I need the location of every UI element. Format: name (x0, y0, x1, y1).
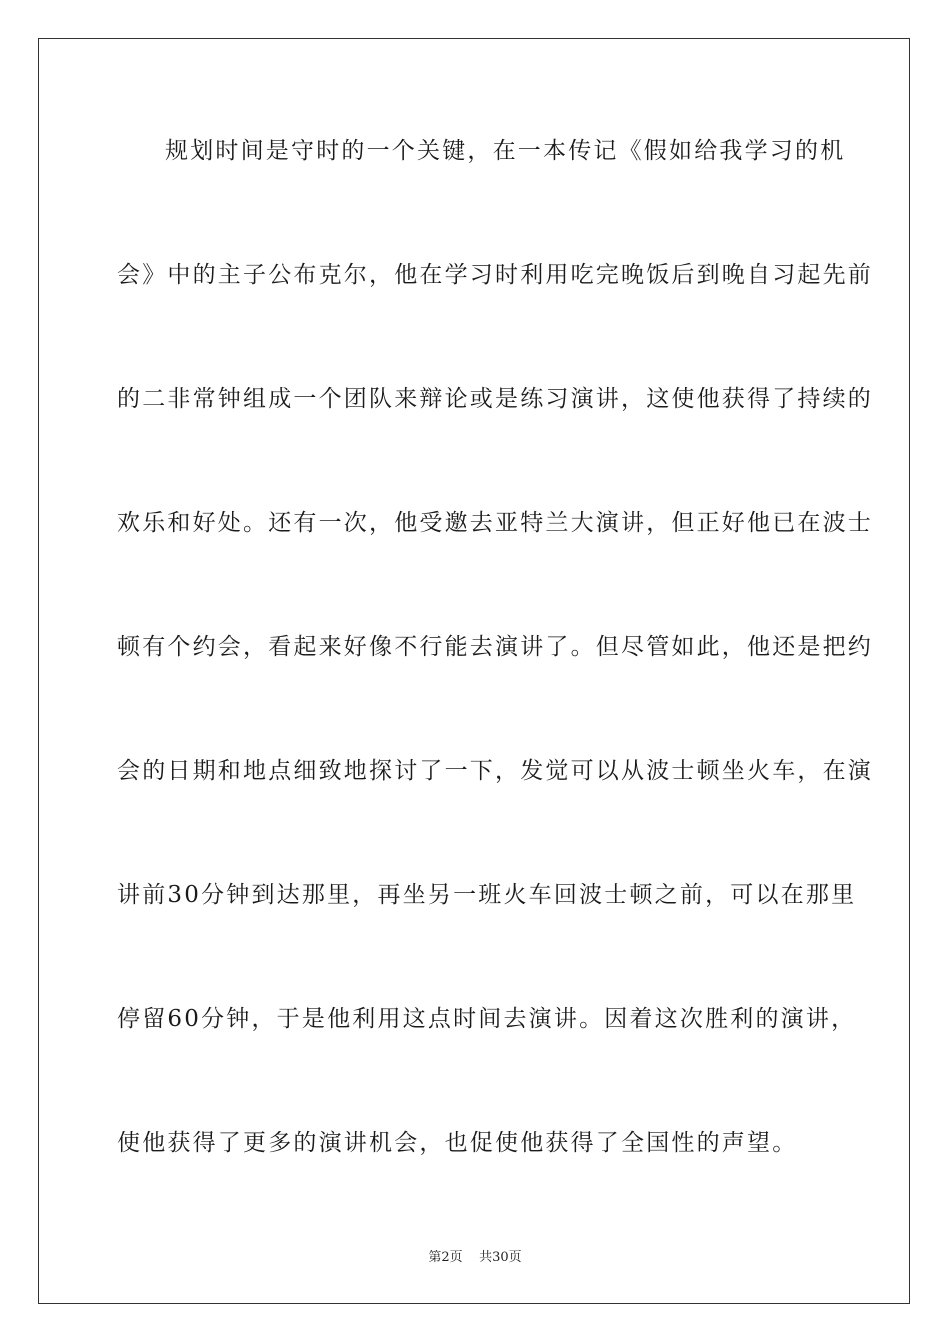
paragraph-line-3: 的二非常钟组成一个团队来辩论或是练习演讲，这使他获得了持续的 (117, 386, 873, 412)
paragraph-line-4: 欢乐和好处。还有一次，他受邀去亚特兰大演讲，但正好他已在波士 (117, 510, 873, 536)
paragraph-line-1: 规划时间是守时的一个关键，在一本传记《假如给我学习的机 (165, 138, 846, 164)
page-frame (38, 38, 910, 1304)
paragraph-line-6: 会的日期和地点细致地探讨了一下，发觉可以从波士顿坐火车，在演 (117, 758, 873, 784)
page-total: 共30页 (479, 1250, 522, 1265)
page-number: 第2页 (428, 1250, 463, 1265)
paragraph-line-5: 顿有个约会，看起来好像不行能去演讲了。但尽管如此，他还是把约 (117, 634, 873, 660)
paragraph-line-9: 使他获得了更多的演讲机会，也促使他获得了全国性的声望。 (117, 1130, 798, 1156)
paragraph-line-7: 讲前30分钟到达那里，再坐另一班火车回波士顿之前，可以在那里 (117, 882, 857, 908)
paragraph-line-8: 停留60分钟，于是他利用这点时间去演讲。因着这次胜利的演讲， (117, 1006, 857, 1032)
page-footer (0, 1246, 950, 1265)
paragraph-line-2: 会》中的主子公布克尔，他在学习时利用吃完晚饭后到晚自习起先前 (117, 262, 873, 288)
